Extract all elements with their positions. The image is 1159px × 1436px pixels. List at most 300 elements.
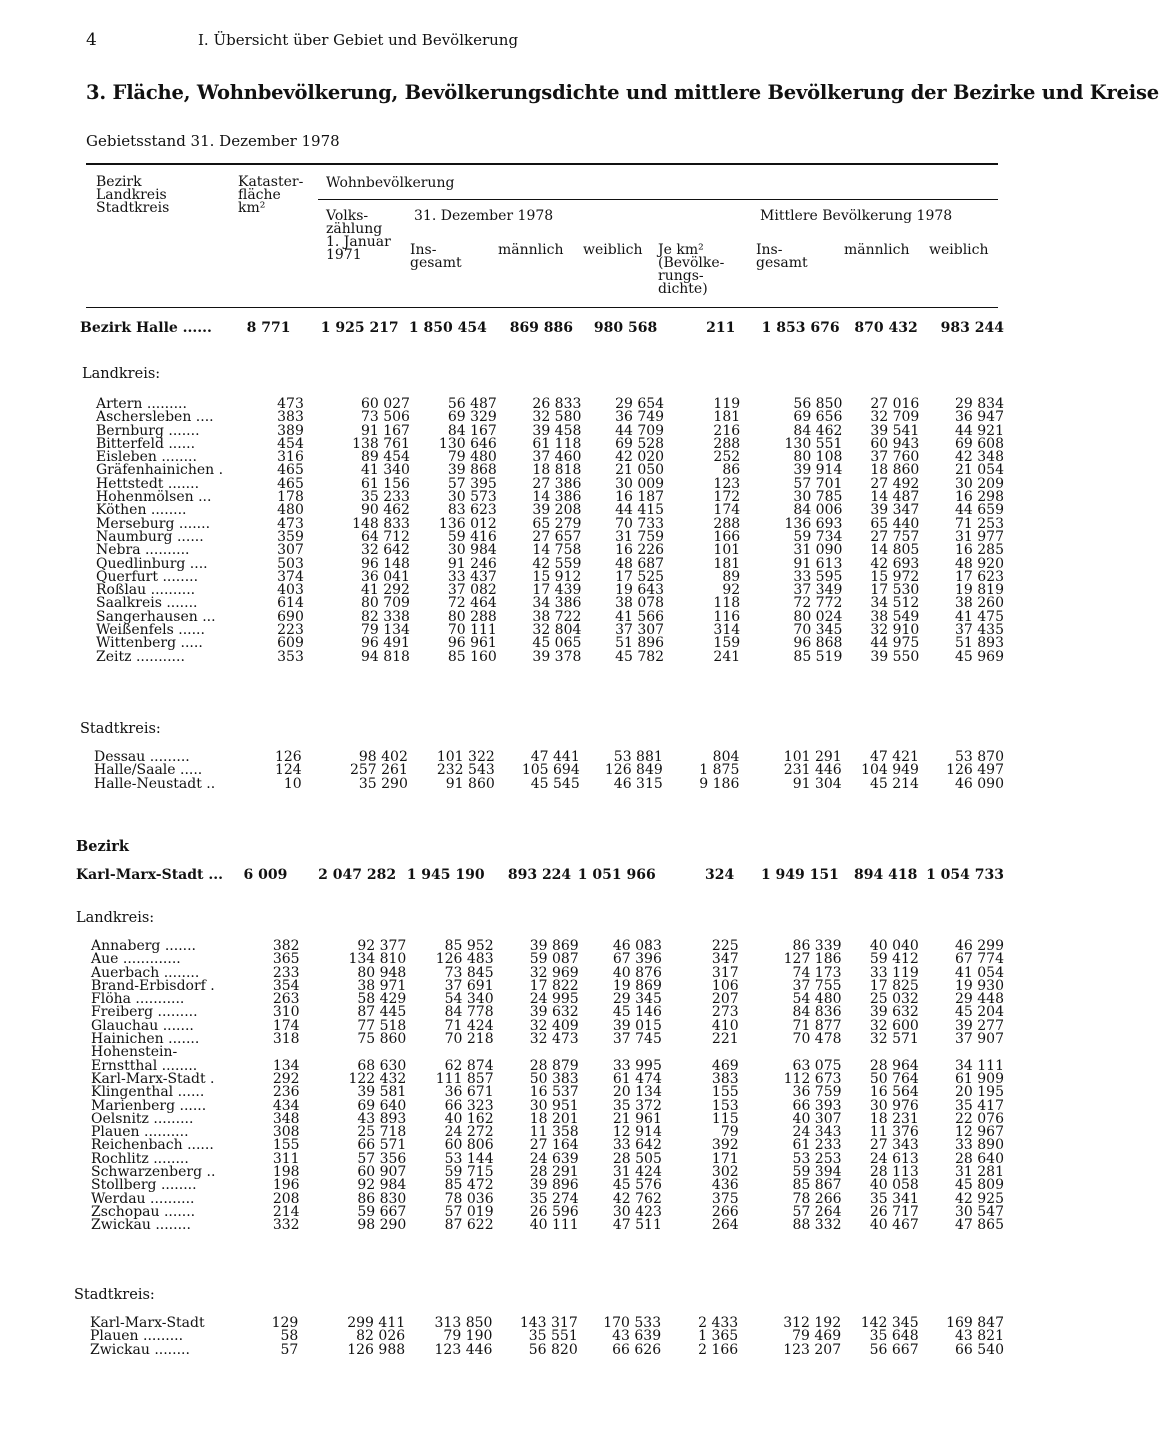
- table-subtitle: Gebietsstand 31. Dezember 1978: [86, 132, 340, 150]
- row-name: Freiberg .........: [91, 1004, 198, 1021]
- cell: 37 349: [793, 582, 843, 599]
- cell: 136 012: [438, 515, 497, 532]
- cell: 37 307: [615, 622, 665, 639]
- cell: 39 632: [529, 1004, 579, 1021]
- cell: 389: [277, 422, 304, 439]
- cell: 39 208: [532, 502, 582, 519]
- cell: 30 976: [869, 1097, 919, 1114]
- row-name: Aschersleben ....: [96, 409, 214, 426]
- cell: 36 749: [615, 409, 665, 426]
- cell: 33 119: [869, 964, 919, 981]
- cell: 40 111: [529, 1217, 579, 1234]
- cell: 82 026: [356, 1328, 406, 1345]
- cell: 105 694: [521, 762, 580, 779]
- cell: 16 187: [615, 489, 665, 506]
- cell: 56 487: [447, 396, 497, 412]
- cell: 24 639: [529, 1150, 579, 1167]
- cell: 42 348: [955, 449, 1004, 466]
- cell: 29 834: [955, 396, 1004, 412]
- cell: 40 058: [869, 1177, 919, 1194]
- cell: 56 667: [869, 1341, 919, 1358]
- cell: 233: [272, 964, 300, 981]
- cell: 60 907: [357, 1164, 407, 1181]
- cell: 59 394: [792, 1164, 842, 1181]
- cell: 77 518: [357, 1017, 407, 1034]
- cell: 465: [277, 462, 304, 479]
- cell: 241: [713, 648, 741, 665]
- cell: 24 272: [444, 1124, 494, 1141]
- cell: 70 733: [615, 515, 665, 532]
- cell: 42 559: [532, 555, 582, 572]
- cell: 28 505: [612, 1150, 662, 1167]
- cell: 870 432: [854, 320, 918, 336]
- cell: 54 340: [444, 991, 494, 1008]
- row-name: Hainichen .......: [91, 1031, 200, 1048]
- cell: 24 995: [529, 991, 579, 1008]
- cell: 126 988: [347, 1341, 406, 1358]
- cell: 43 639: [612, 1328, 662, 1345]
- cell: 30 984: [447, 542, 497, 559]
- cell: 123 446: [434, 1341, 493, 1358]
- cell: 40 876: [612, 964, 662, 981]
- header-mittlere-bevoelkerung: Mittlere Bevölkerung 1978: [760, 208, 953, 224]
- cell: 31 977: [955, 528, 1004, 545]
- row-name: Halle-Neustadt ..: [94, 775, 216, 792]
- cell: 38 971: [357, 977, 407, 994]
- cell: 71 253: [955, 515, 1004, 532]
- cell: 50 383: [529, 1070, 579, 1087]
- cell: 14 758: [532, 542, 582, 559]
- cell: 47 865: [955, 1217, 1004, 1234]
- cell: 70 111: [447, 622, 497, 639]
- cell: 221: [711, 1031, 739, 1048]
- cell: 375: [711, 1190, 739, 1207]
- cell: 116: [713, 608, 741, 625]
- cell: 123 207: [783, 1341, 842, 1358]
- cell: 174: [272, 1017, 300, 1034]
- cell: 266: [711, 1203, 739, 1220]
- cell: 318: [272, 1031, 300, 1048]
- cell: 35 551: [528, 1328, 578, 1345]
- cell: 123: [713, 475, 741, 492]
- row-name: Weißenfels ......: [96, 622, 205, 639]
- table-row: [70, 651, 1004, 664]
- cell: 31 424: [612, 1164, 662, 1181]
- cell: 101 291: [783, 749, 842, 765]
- cell: 12 914: [612, 1124, 662, 1141]
- cell: 223: [277, 622, 304, 639]
- cell: 60 806: [444, 1137, 494, 1154]
- cell: 27 386: [532, 475, 582, 492]
- cell: 91 860: [445, 775, 495, 792]
- cell: 39 914: [793, 462, 843, 479]
- cell: 1 945 190: [406, 867, 485, 883]
- cell: 42 762: [612, 1190, 662, 1207]
- cell: 30 423: [612, 1203, 662, 1220]
- cell: 92 377: [357, 938, 407, 954]
- cell: 122 432: [348, 1070, 407, 1087]
- cell: 257 261: [349, 762, 408, 779]
- cell: 85 519: [793, 648, 843, 665]
- cell: 347: [711, 951, 739, 968]
- cell: 119: [713, 396, 741, 412]
- cell: 39 896: [529, 1177, 579, 1194]
- cell: 58: [280, 1328, 299, 1345]
- cell: 16 226: [615, 542, 665, 559]
- cell: 39 541: [870, 422, 920, 439]
- cell: 115: [711, 1110, 739, 1127]
- cell: 126 483: [435, 951, 494, 968]
- cell: 181: [713, 409, 741, 426]
- cell: 207: [711, 991, 739, 1008]
- header-dichte: Je km² (Bevölke- rungs- dichte): [658, 242, 725, 297]
- cell: 85 952: [444, 938, 494, 954]
- row-name: Zeitz ...........: [96, 648, 185, 665]
- running-head: I. Übersicht über Gebiet und Bevölkerung: [198, 31, 519, 49]
- cell: 46 299: [955, 938, 1004, 954]
- row-name: Flöha ...........: [91, 991, 185, 1008]
- row-name: Artern .........: [96, 396, 187, 412]
- cell: 142 345: [860, 1315, 919, 1331]
- header-bezirk: Bezirk Landkreis Stadtkreis: [96, 174, 170, 216]
- cell: 86 339: [792, 938, 842, 954]
- cell: 17 525: [615, 568, 665, 585]
- table-row: [70, 778, 1004, 791]
- cell: 29 448: [955, 991, 1004, 1008]
- cell: 869 886: [509, 320, 574, 336]
- cell: 86 830: [357, 1190, 407, 1207]
- cell: 46 315: [613, 775, 663, 792]
- cell: 2 047 282: [318, 867, 397, 883]
- cell: 59 416: [447, 528, 497, 545]
- cell: 32 910: [870, 622, 920, 639]
- cell: 18 818: [532, 462, 582, 479]
- cell: 130 646: [438, 435, 497, 452]
- cell: 14 805: [870, 542, 920, 559]
- cell: 35 274: [529, 1190, 579, 1207]
- cell: 45 576: [612, 1177, 662, 1194]
- cell: 159: [713, 635, 741, 652]
- row-name: Bernburg .......: [96, 422, 200, 439]
- cell: 64 712: [360, 528, 410, 545]
- cell: 27 016: [870, 396, 920, 412]
- cell: 28 964: [869, 1057, 919, 1074]
- cell: 87 445: [357, 1004, 407, 1021]
- cell: 72 464: [447, 595, 497, 612]
- cell: 32 969: [529, 964, 579, 981]
- row-name: Dessau .........: [94, 749, 190, 765]
- cell: 96 961: [447, 635, 497, 652]
- cell: 91 246: [447, 555, 497, 572]
- cell: 45 545: [530, 775, 580, 792]
- cell: 33 595: [793, 568, 843, 585]
- cell: 30 785: [793, 489, 843, 506]
- cell: 273: [711, 1004, 739, 1021]
- cell: 47 441: [530, 749, 580, 765]
- row-name: Querfurt ........: [96, 568, 199, 585]
- cell: 101: [713, 542, 741, 559]
- cell: 11 376: [869, 1124, 919, 1141]
- cell: 98 290: [357, 1217, 407, 1234]
- cell: 28 291: [529, 1164, 579, 1181]
- row-name: Saalkreis .......: [96, 595, 198, 612]
- cell: 35 417: [955, 1097, 1004, 1114]
- cell: 469: [711, 1057, 739, 1074]
- cell: 45 065: [532, 635, 582, 652]
- page-number: 4: [86, 30, 97, 50]
- cell: 236: [272, 1084, 300, 1101]
- cell: 56 820: [528, 1341, 578, 1358]
- cell: 198: [272, 1164, 300, 1181]
- cell: 980 568: [593, 320, 658, 336]
- cell: 324: [704, 867, 735, 883]
- cell: 46 090: [955, 775, 1004, 792]
- cell: 27 343: [869, 1137, 919, 1154]
- row-name: Hettstedt .......: [96, 475, 200, 492]
- cell: 263: [272, 991, 300, 1008]
- cell: 308: [272, 1124, 300, 1141]
- cell: 38 722: [532, 608, 582, 625]
- cell: 35 372: [612, 1097, 662, 1114]
- cell: 61 156: [360, 475, 410, 492]
- cell: 20 195: [955, 1084, 1004, 1101]
- cell: 32 409: [529, 1017, 579, 1034]
- cell: 214: [272, 1203, 300, 1220]
- cell: 894 418: [854, 867, 918, 883]
- row-name: Klingenthal ......: [91, 1084, 205, 1101]
- cell: 101 322: [436, 749, 495, 765]
- cell: 39 869: [529, 938, 579, 954]
- cell: 37 755: [792, 977, 842, 994]
- cell: 312 192: [783, 1315, 842, 1331]
- cell: 473: [277, 396, 304, 412]
- cell: 28 640: [955, 1150, 1004, 1167]
- cell: 25 718: [357, 1124, 407, 1141]
- cell: 39 581: [357, 1084, 407, 1101]
- cell: 6 009: [243, 867, 288, 883]
- cell: 47 421: [869, 749, 919, 765]
- cell: 78 036: [444, 1190, 494, 1207]
- cell: 383: [711, 1070, 739, 1087]
- cell: 1 051 966: [577, 867, 656, 883]
- cell: 10: [283, 775, 302, 792]
- cell: 29 345: [612, 991, 662, 1008]
- cell: 403: [277, 582, 304, 599]
- cell: 30 951: [529, 1097, 579, 1114]
- cell: 88 332: [792, 1217, 842, 1234]
- cell: 32 709: [870, 409, 920, 426]
- cell: 106: [711, 977, 739, 994]
- cell: 45 146: [612, 1004, 662, 1021]
- row-name: Zwickau ........: [90, 1341, 190, 1358]
- cell: 79 190: [443, 1328, 493, 1345]
- cell: 46 083: [612, 938, 662, 954]
- cell: 57: [280, 1341, 299, 1358]
- cell: 40 467: [869, 1217, 919, 1234]
- cell: 59 412: [869, 951, 919, 968]
- cell: 1 365: [698, 1328, 739, 1345]
- cell: 62 874: [444, 1057, 494, 1074]
- cell: 37 745: [612, 1031, 662, 1048]
- cell: 80 108: [793, 449, 843, 466]
- kms-total-table: [70, 869, 1004, 882]
- cell: 39 550: [870, 648, 920, 665]
- cell: 85 160: [447, 648, 497, 665]
- row-name: Gräfenhainichen .: [96, 462, 224, 479]
- row-name: Karl-Marx-Stadt ...: [76, 867, 223, 883]
- cell: 67 774: [955, 951, 1004, 968]
- cell: 79 469: [792, 1328, 842, 1345]
- cell: 44 415: [615, 502, 665, 519]
- cell: 44 975: [870, 635, 920, 652]
- row-name: Ernstthal ........: [91, 1057, 198, 1074]
- cell: 26 717: [869, 1203, 919, 1220]
- cell: 38 078: [615, 595, 665, 612]
- cell: 79: [720, 1124, 739, 1141]
- header-volkszaehlung: Volks- zählung 1. Januar 1971: [326, 208, 391, 263]
- cell: 16 298: [955, 489, 1004, 506]
- cell: 80 709: [360, 595, 410, 612]
- cell: 231 446: [783, 762, 842, 779]
- cell: 609: [277, 635, 304, 652]
- row-name: Eisleben ........: [96, 449, 197, 466]
- table-row: [70, 1219, 1004, 1232]
- cell: 59 715: [444, 1164, 494, 1181]
- cell: 69 329: [447, 409, 497, 426]
- cell: 89 454: [360, 449, 410, 466]
- cell: 138 761: [352, 435, 410, 452]
- cell: 172: [713, 489, 741, 506]
- cell: 32 571: [869, 1031, 919, 1048]
- cell: 27 164: [529, 1137, 579, 1154]
- cell: 11 358: [529, 1124, 579, 1141]
- cell: 252: [713, 449, 741, 466]
- cell: 35 341: [869, 1190, 919, 1207]
- cell: 136 693: [784, 515, 843, 532]
- cell: 63 075: [792, 1057, 842, 1074]
- cell: 86: [722, 462, 741, 479]
- cell: 53 253: [792, 1150, 842, 1167]
- cell: 41 475: [955, 608, 1004, 625]
- cell: 36 759: [792, 1084, 842, 1101]
- cell: 85 867: [792, 1177, 842, 1194]
- cell: 16 537: [529, 1084, 579, 1101]
- row-name: Glauchau .......: [91, 1017, 194, 1034]
- cell: 18 231: [869, 1110, 919, 1127]
- cell: 317: [711, 964, 739, 981]
- table-row: [70, 1033, 1004, 1046]
- cell: 171: [711, 1150, 739, 1167]
- cell: 174: [713, 502, 741, 519]
- section-label-stadtkreis: Stadtkreis:: [74, 1287, 155, 1303]
- row-name: Bitterfeld ......: [96, 435, 196, 452]
- cell: 70 345: [793, 622, 843, 639]
- row-name: Sangerhausen ...: [96, 608, 216, 625]
- halle-total-table: [70, 322, 1004, 335]
- cell: 17 439: [532, 582, 582, 599]
- cell: 44 921: [955, 422, 1004, 439]
- cell: 39 277: [955, 1017, 1004, 1034]
- cell: 124: [274, 762, 302, 779]
- header-wohnbevoelkerung: Wohnbevölkerung: [326, 175, 455, 191]
- cell: 480: [277, 502, 304, 519]
- cell: 66 323: [444, 1097, 494, 1114]
- cell: 70 478: [792, 1031, 842, 1048]
- cell: 61 909: [955, 1070, 1004, 1087]
- cell: 82 338: [360, 608, 410, 625]
- cell: 1 850 454: [408, 320, 487, 336]
- cell: 69 656: [793, 409, 843, 426]
- row-name: Merseburg .......: [96, 515, 211, 532]
- cell: 45 204: [955, 1004, 1004, 1021]
- row-name: Marienberg ......: [91, 1097, 207, 1114]
- cell: 51 896: [615, 635, 665, 652]
- cell: 155: [711, 1084, 739, 1101]
- cell: 28 113: [869, 1164, 919, 1181]
- cell: 42 925: [955, 1190, 1004, 1207]
- cell: 26 596: [529, 1203, 579, 1220]
- cell: 84 778: [444, 1004, 494, 1021]
- row-name: Wittenberg .....: [96, 635, 203, 652]
- cell: 17 623: [955, 568, 1004, 585]
- header-katasterflaeche: Kataster- fläche km²: [238, 174, 304, 216]
- cell: 31 281: [955, 1164, 1004, 1181]
- cell: 21 050: [615, 462, 665, 479]
- cell: 21 054: [955, 462, 1004, 479]
- cell: 75 860: [357, 1031, 407, 1048]
- cell: 410: [711, 1017, 739, 1034]
- cell: 392: [711, 1137, 739, 1154]
- cell: 71 424: [444, 1017, 494, 1034]
- cell: 25 032: [869, 991, 919, 1008]
- cell: 225: [711, 938, 739, 954]
- cell: 31 759: [615, 528, 665, 545]
- cell: 22 076: [955, 1110, 1004, 1127]
- cell: 436: [711, 1177, 739, 1194]
- section-label-landkreis: Landkreis:: [82, 366, 161, 382]
- cell: 9 186: [699, 775, 740, 792]
- cell: 33 437: [447, 568, 497, 585]
- section-label-landkreis: Landkreis:: [76, 910, 155, 926]
- header-mittel-insgesamt: Ins- gesamt: [756, 242, 808, 271]
- cell: 60 943: [870, 435, 920, 452]
- cell: 153: [711, 1097, 739, 1114]
- cell: 90 462: [360, 502, 410, 519]
- cell: 40 307: [792, 1110, 842, 1127]
- cell: 332: [272, 1217, 300, 1234]
- cell: 169 847: [946, 1315, 1004, 1331]
- cell: 41 292: [360, 582, 410, 599]
- row-name: Zwickau ........: [91, 1217, 191, 1234]
- row-name: Rochlitz ........: [91, 1150, 189, 1167]
- cell: 59 734: [793, 528, 843, 545]
- cell: 1 925 217: [320, 320, 399, 336]
- cell: 43 893: [357, 1110, 407, 1127]
- wohnbev-rule: [318, 199, 998, 200]
- cell: 44 709: [615, 422, 665, 439]
- row-name: Plauen ..........: [91, 1124, 189, 1141]
- row-name: Aue .............: [91, 951, 181, 968]
- row-name: Naumburg ......: [96, 528, 204, 545]
- cell: 465: [277, 475, 304, 492]
- cell: 48 920: [955, 555, 1004, 572]
- row-name: Oelsnitz .........: [91, 1110, 194, 1127]
- cell: 288: [713, 515, 741, 532]
- cell: 1 054 733: [926, 867, 1004, 883]
- cell: 39 632: [869, 1004, 919, 1021]
- header-insgesamt: Ins- gesamt: [410, 242, 462, 271]
- cell: 24 343: [792, 1124, 842, 1141]
